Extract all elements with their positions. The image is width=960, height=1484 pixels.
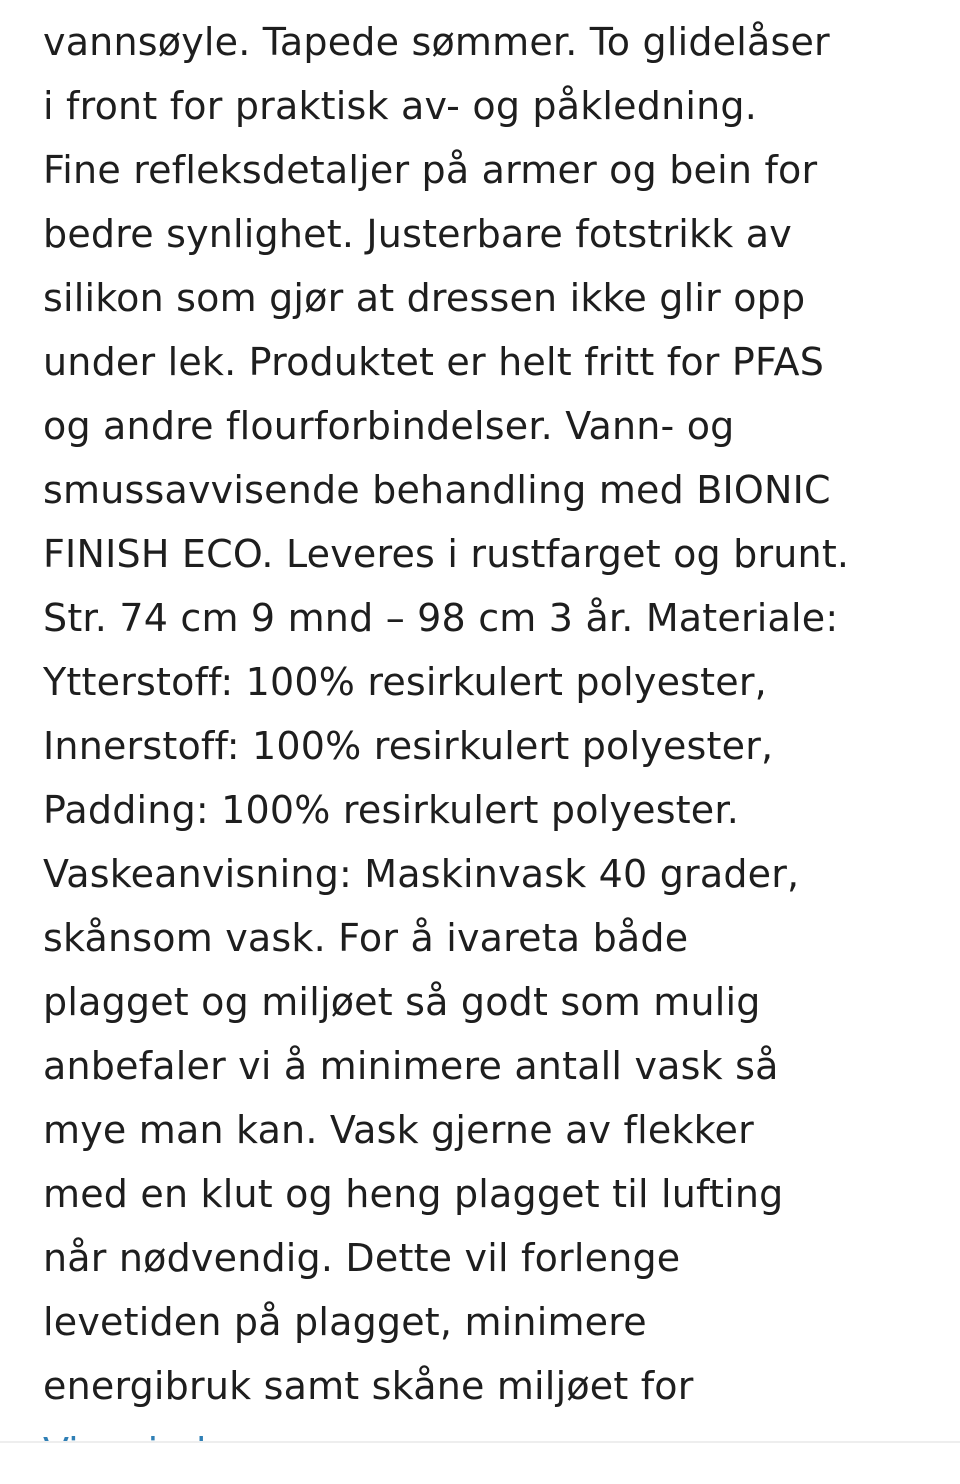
description-line: mye man kan. Vask gjerne av flekker bbox=[43, 1108, 754, 1152]
description-line: under lek. Produktet er helt fritt for PFAS bbox=[43, 340, 825, 384]
read-more-link[interactable] bbox=[43, 1418, 245, 1440]
description-line: skånsom vask. For å ivareta både bbox=[43, 916, 689, 960]
description-line: vannsøyle. Tapede sømmer. To glidelåser bbox=[43, 20, 830, 64]
description-line: bedre synlighet. Justerbare fotstrikk av bbox=[43, 212, 792, 256]
bottom-spacer bbox=[0, 1443, 960, 1473]
description-line: med en klut og heng plagget til lufting bbox=[43, 1172, 784, 1216]
description-line: Vaskeanvisning: Maskinvask 40 grader, bbox=[43, 852, 800, 896]
description-line: anbefaler vi å minimere antall vask så bbox=[43, 1044, 779, 1088]
description-line: Padding: 100% resirkulert polyester. bbox=[43, 788, 739, 832]
description-line: plagget og miljøet så godt som mulig bbox=[43, 980, 761, 1024]
description-line: FINISH ECO. Leveres i rustfarget og brunt. bbox=[43, 532, 850, 576]
product-description bbox=[43, 10, 943, 1418]
description-line: Innerstoff: 100% resirkulert polyester, bbox=[43, 724, 774, 768]
description-line: levetiden på plagget, minimere bbox=[43, 1300, 647, 1344]
description-line: smussavvisende behandling med BIONIC bbox=[43, 468, 831, 512]
description-line: og andre flourforbindelser. Vann- og bbox=[43, 404, 735, 448]
description-line: Str. 74 cm 9 mnd – 98 cm 3 år. Materiale: bbox=[43, 596, 839, 640]
description-line: i front for praktisk av- og påkledning. bbox=[43, 84, 758, 128]
description-line: når nødvendig. Dette vil forlenge bbox=[43, 1236, 681, 1280]
description-line: energibruk samt skåne miljøet for bbox=[43, 1364, 694, 1408]
description-line: Ytterstoff: 100% resirkulert polyester, bbox=[43, 660, 767, 704]
description-line: silikon som gjør at dressen ikke glir opp bbox=[43, 276, 806, 320]
description-line: Fine refleksdetaljer på armer og bein for bbox=[43, 148, 818, 192]
